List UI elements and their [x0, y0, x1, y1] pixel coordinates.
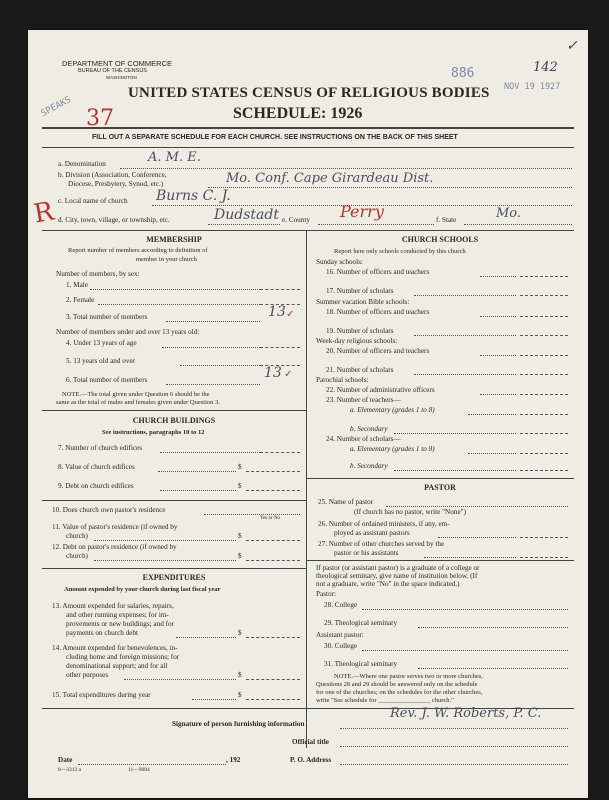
check-mark-icon: ✓ — [286, 309, 295, 320]
schools-sub: Report here only schools conducted by this church — [334, 248, 466, 255]
q24b-input[interactable] — [520, 470, 568, 471]
q8-dots — [158, 471, 236, 472]
red-mark: R — [31, 196, 57, 230]
document-title: UNITED STATES CENSUS OF RELIGIOUS BODIES — [128, 85, 490, 101]
buildings-title: CHURCH BUILDINGS — [132, 416, 216, 425]
check-mark-icon: ✓ — [566, 38, 578, 54]
membership-note-2: same as the total of males and females given under Question 3. — [56, 399, 220, 406]
schools-title: CHURCH SCHOOLS — [401, 235, 479, 244]
q27-label-2: pastor or his assistants — [334, 549, 399, 557]
q14-input[interactable] — [246, 679, 300, 680]
membership-note-1: NOTE.—The total given under Question 6 should be the — [62, 391, 210, 398]
print-number: 11—9084 — [128, 767, 150, 773]
q27-input[interactable] — [520, 557, 568, 558]
q20-dots — [480, 355, 516, 356]
q23a-input[interactable] — [520, 414, 568, 415]
po-address-input[interactable] — [340, 764, 568, 765]
q11-label-2: church) — [66, 532, 88, 540]
q6-value[interactable]: 13 — [264, 365, 282, 381]
q21-input[interactable] — [520, 374, 568, 375]
pastor-note-4: write "See schedule for ________________ church." — [316, 697, 454, 704]
q5-label: 5. 13 years old and over — [66, 357, 136, 365]
q4-dots — [162, 347, 260, 348]
q6-label: 6. Total number of members — [66, 376, 148, 384]
q25-label: 25. Name of pastor — [318, 498, 374, 506]
q7-dots — [160, 452, 260, 453]
q12-label-1: 12. Debt on pastor's residence (if owned by — [52, 543, 177, 551]
official-title-input[interactable] — [340, 746, 568, 747]
age-label: Number of members under and over 13 years old: — [56, 328, 200, 336]
date-input[interactable] — [78, 764, 226, 765]
q15-label: 15. Total expenditures during year — [52, 691, 151, 699]
bureau-city: WASHINGTON — [106, 75, 137, 80]
q1-input[interactable] — [260, 289, 300, 290]
membership-rule — [42, 410, 306, 411]
q1-label: 1. Male — [66, 281, 88, 289]
city-label: d. City, town, village, or township, etc. — [58, 216, 170, 224]
graduate-note-3: not a graduate, write "No" in the space indicated.) — [316, 580, 460, 588]
q22-input[interactable] — [520, 394, 568, 395]
q17-input[interactable] — [520, 295, 568, 296]
q20-label: 20. Number of officers and teachers — [326, 347, 430, 355]
q24-label: 24. Number of scholars— — [326, 435, 401, 443]
q13-label-1: 13. Amount expended for salaries, repairs, — [52, 602, 174, 610]
received-date-stamp: NOV 19 1927 — [504, 82, 561, 92]
q7-input[interactable] — [260, 452, 300, 453]
census-schedule-sheet — [28, 30, 588, 798]
denomination-label: a. Denomination — [58, 160, 106, 168]
q28-label: 28. College — [324, 601, 358, 609]
q15-dollar: $ — [238, 691, 242, 699]
q10-input[interactable] — [204, 514, 300, 515]
q3-label: 3. Total number of members — [66, 313, 148, 321]
q29-input[interactable] — [418, 627, 568, 628]
q31-label: 31. Theological seminary — [324, 660, 398, 668]
q25-hint: (If church has no pastor, write "None") — [354, 508, 466, 516]
q27-label-1: 27. Number of other churches served by the — [318, 540, 445, 548]
q14-label-3: denominational support; and for all — [66, 662, 168, 670]
county-line — [318, 224, 434, 225]
q23-label: 23. Number of teachers— — [326, 396, 401, 404]
q1-dots — [90, 289, 260, 290]
corner-number: 142 — [533, 60, 558, 75]
q5-dots — [180, 365, 260, 366]
q13-label-2: and other running expenses; for im- — [66, 611, 169, 619]
q31-input[interactable] — [418, 668, 568, 669]
q13-dollar: $ — [238, 629, 242, 637]
department-name: DEPARTMENT OF COMMERCE — [62, 59, 173, 68]
pastor-note-2: Questions 28 and 29 should be answered only on the schedule — [316, 681, 478, 688]
q4-label: 4. Under 13 years of age — [66, 339, 137, 347]
q27-dots — [424, 557, 516, 558]
pastor-label: Pastor: — [316, 590, 336, 598]
city-value[interactable]: Dudstadt — [214, 207, 279, 223]
city-line — [208, 224, 280, 225]
check-mark-icon: ✓ — [284, 369, 293, 380]
official-title-label: Official title — [292, 738, 329, 746]
membership-sub2: member in your church — [136, 256, 197, 263]
fields-rule — [42, 230, 574, 231]
q17-dots — [414, 295, 516, 296]
instructions-rule — [42, 147, 574, 148]
state-value[interactable]: Mo. — [496, 206, 522, 221]
q30-input[interactable] — [362, 650, 568, 651]
signature-input[interactable] — [340, 728, 568, 729]
stamp-number: 886 — [451, 66, 475, 81]
q14-label-4: other purposes — [66, 671, 109, 679]
q16-label: 16. Number of officers and teachers — [326, 268, 430, 276]
pastor-note-1: NOTE.—Where one pastor serves two or more churches, — [334, 673, 483, 680]
year-label: , 192 — [226, 756, 241, 764]
q29-label: 29. Theological seminary — [324, 619, 398, 627]
q12-dollar: $ — [238, 552, 242, 560]
assistant-pastor-label: Assistant pastor: — [316, 631, 364, 639]
q12-dots — [94, 560, 236, 561]
denomination-value[interactable]: A. M. E. — [148, 150, 201, 165]
q26-dots — [438, 537, 516, 538]
q13-label-4: payments on church debt — [66, 629, 139, 637]
form-number: 8—3313 a — [58, 767, 82, 773]
pastor-note-3: for one of the churches; on the schedules for the other churches, — [316, 689, 483, 696]
instructions-line: FILL OUT A SEPARATE SCHEDULE FOR EACH CHURCH. SEE INSTRUCTIONS ON THE BACK OF THIS SHEET — [92, 134, 458, 141]
sunday-label: Sunday schools: — [316, 258, 363, 266]
red-handwritten-number: 37 — [86, 106, 114, 131]
expenditures-sub: Amount expended by your church during last fiscal year — [64, 586, 221, 593]
division-value[interactable]: Mo. Conf. Cape Girardeau Dist. — [226, 171, 434, 186]
q19-label: 19. Number of scholars — [326, 327, 394, 335]
membership-title: MEMBERSHIP — [146, 235, 202, 244]
q14-label-2: cluding home and foreign missions; for — [66, 653, 180, 661]
q13-dots — [176, 637, 236, 638]
q24a-dots — [468, 453, 516, 454]
q15-dots — [192, 699, 236, 700]
q20-input[interactable] — [520, 355, 568, 356]
q18-label: 18. Number of officers and teachers — [326, 308, 430, 316]
q11-input[interactable] — [246, 540, 300, 541]
q4-input[interactable] — [260, 347, 300, 348]
graduate-note-2: theological seminary, give name of institution below. (If — [316, 572, 478, 580]
q30-label: 30. College — [324, 642, 358, 650]
q2-label: 2. Female — [66, 296, 95, 304]
q22-dots — [480, 394, 516, 395]
q21-dots — [414, 374, 516, 375]
division-label-1: b. Division (Association, Conference, — [58, 171, 167, 179]
buildings-rule-1 — [42, 500, 306, 501]
q11-label-1: 11. Value of pastor's residence (if owned by — [52, 523, 178, 531]
q23b-dots — [394, 433, 516, 434]
county-value[interactable]: Perry — [340, 202, 384, 221]
q14-dollar: $ — [238, 671, 242, 679]
denomination-line — [120, 168, 572, 169]
q9-label: 9. Debt on church edifices — [58, 482, 134, 490]
q19-dots — [414, 335, 516, 336]
q23b-input[interactable] — [520, 433, 568, 434]
q28-input[interactable] — [362, 609, 568, 610]
church-name-value[interactable]: Burns C. J. — [156, 188, 231, 204]
q11-dots — [94, 540, 236, 541]
schedule-title: SCHEDULE: 1926 — [233, 105, 363, 122]
q8-dollar: $ — [238, 463, 242, 471]
q7-label: 7. Number of church edifices — [58, 444, 143, 452]
schools-rule — [306, 478, 574, 479]
yes-no-hint: Yes or No — [260, 516, 281, 521]
q13-label-3: provements or new buildings; and for — [66, 620, 174, 628]
q13-input[interactable] — [246, 637, 300, 638]
q16-dots — [480, 276, 516, 277]
q3-dots — [166, 321, 260, 322]
q23a-dots — [468, 414, 516, 415]
q22-label: 22. Number of administrative officers — [326, 386, 435, 394]
q9-input[interactable] — [246, 490, 300, 491]
q18-input[interactable] — [520, 316, 568, 317]
q26-label-1: 26. Number of ordained ministers, if any, em- — [318, 520, 450, 528]
q15-input[interactable] — [246, 699, 300, 700]
church-name-label: c. Local name of church — [58, 197, 128, 205]
members-by-sex-label: Number of members, by sex: — [56, 270, 140, 278]
weekday-label: Week-day religious schools: — [316, 337, 398, 345]
q3-value[interactable]: 13 — [268, 304, 286, 320]
q19-input[interactable] — [520, 335, 568, 336]
state-line — [464, 224, 572, 225]
q24b-label: b. Secondary — [350, 462, 388, 470]
division-line — [208, 187, 572, 188]
summer-label: Summer vacation Bible schools: — [316, 298, 410, 306]
division-label-2: Diocese, Presbytery, Synod, etc.) — [68, 180, 164, 188]
buildings-sub: See instructions, paragraphs 10 to 12 — [102, 429, 205, 436]
date-label: Date — [58, 756, 73, 764]
q17-label: 17. Number of scholars — [326, 287, 394, 295]
q18-dots — [480, 316, 516, 317]
q12-label-2: church) — [66, 552, 88, 560]
county-label: e. County — [282, 216, 310, 224]
q21-label: 21. Number of scholars — [326, 366, 394, 374]
q2-dots — [98, 304, 260, 305]
pastor-title: PASTOR — [424, 483, 456, 492]
bureau-name: BUREAU OF THE CENSUS — [78, 68, 147, 74]
q24a-input[interactable] — [520, 453, 568, 454]
q14-label-1: 14. Amount expended for benevolences, in- — [52, 644, 178, 652]
q12-input[interactable] — [246, 560, 300, 561]
membership-sub1: Report number of members according to definition of — [68, 247, 208, 254]
q6-dots — [166, 384, 260, 385]
buildings-rule-2 — [42, 568, 306, 569]
signature-value[interactable]: Rev. J. W. Roberts, P. C. — [390, 706, 542, 721]
q9-dollar: $ — [238, 482, 242, 490]
q26-input[interactable] — [520, 537, 568, 538]
q9-dots — [160, 490, 236, 491]
q25-input[interactable] — [386, 506, 568, 507]
q23b-label: b. Secondary — [350, 425, 388, 433]
q8-input[interactable] — [246, 471, 300, 472]
q8-label: 8. Value of church edifices — [58, 463, 135, 471]
q14-dots — [124, 679, 236, 680]
state-label: f. State — [436, 216, 457, 224]
q23a-label: a. Elementary (grades 1 to 8) — [350, 406, 435, 414]
q24a-label: a. Elementary (grades 1 to 8) — [350, 445, 435, 453]
po-address-label: P. O. Address — [290, 756, 332, 764]
graduate-note-1: If pastor (or assistant pastor) is a graduate of a college or — [316, 564, 480, 572]
q11-dollar: $ — [238, 532, 242, 540]
q10-label: 10. Does church own pastor's residence — [52, 506, 166, 514]
speaks-stamp: SPEAKS — [39, 94, 73, 120]
q24b-dots — [394, 470, 516, 471]
header-rule — [42, 127, 574, 129]
parochial-label: Parochial schools: — [316, 376, 369, 384]
expenditures-title: EXPENDITURES — [142, 573, 206, 582]
pastor-rule — [306, 560, 574, 561]
q26-label-2: ployed as assistant pastors — [334, 529, 410, 537]
q16-input[interactable] — [520, 276, 568, 277]
signature-label: Signature of person furnishing information — [172, 720, 305, 728]
